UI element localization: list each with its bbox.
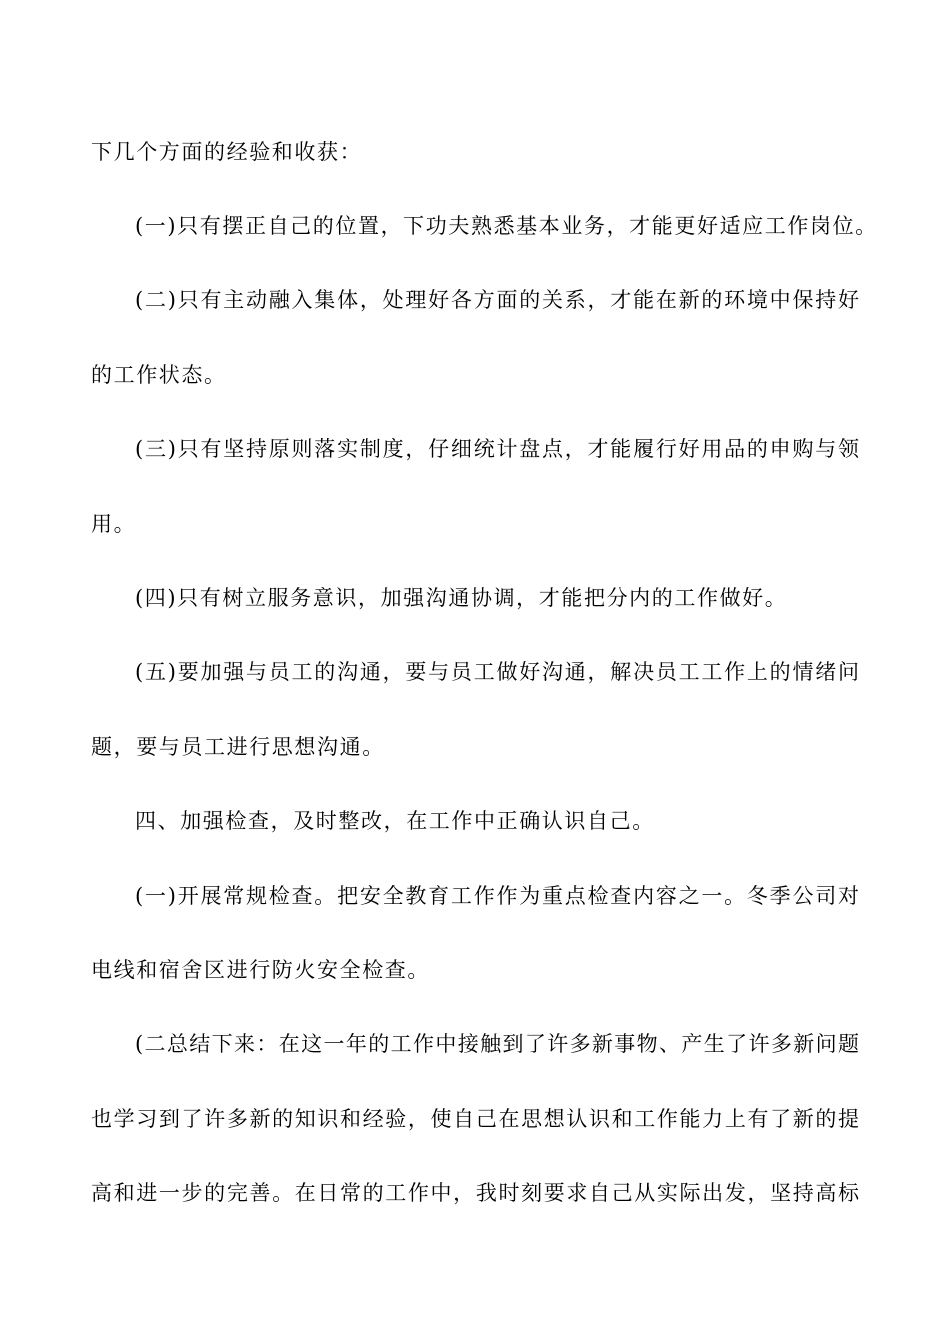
text-line: (四)只有树立服务意识，加强沟通协调，才能把分内的工作做好。 bbox=[135, 586, 788, 610]
text-line: 高和进一步的完善。在日常的工作中，我时刻要求自己从实际出发，坚持高标 bbox=[91, 1181, 859, 1205]
text-line: 下几个方面的经验和收获： bbox=[91, 140, 363, 164]
text-line: (一)只有摆正自己的位置，下功夫熟悉基本业务，才能更好适应工作岗位。 bbox=[135, 214, 878, 238]
text-line: (五)要加强与员工的沟通，要与员工做好沟通，解决员工工作上的情绪问 bbox=[135, 660, 859, 684]
text-line: 用。 bbox=[91, 512, 137, 536]
text-line: 题，要与员工进行思想沟通。 bbox=[91, 735, 385, 759]
text-line: (三)只有坚持原则落实制度，仔细统计盘点，才能履行好用品的申购与领 bbox=[135, 437, 859, 461]
text-line: 的工作状态。 bbox=[91, 363, 227, 387]
text-line: 也学习到了许多新的知识和经验，使自己在思想认识和工作能力上有了新的提 bbox=[91, 1107, 859, 1131]
text-line: 电线和宿舍区进行防火安全检查。 bbox=[91, 958, 430, 982]
text-line: (二总结下来：在这一年的工作中接触到了许多新事物、产生了许多新问题 bbox=[135, 1032, 859, 1056]
text-line: (一)开展常规检查。把安全教育工作作为重点检查内容之一。冬季公司对 bbox=[135, 884, 859, 908]
text-line: (二)只有主动融入集体，处理好各方面的关系，才能在新的环境中保持好 bbox=[135, 288, 859, 312]
text-line: 四、加强检查，及时整改，在工作中正确认识自己。 bbox=[135, 809, 655, 833]
